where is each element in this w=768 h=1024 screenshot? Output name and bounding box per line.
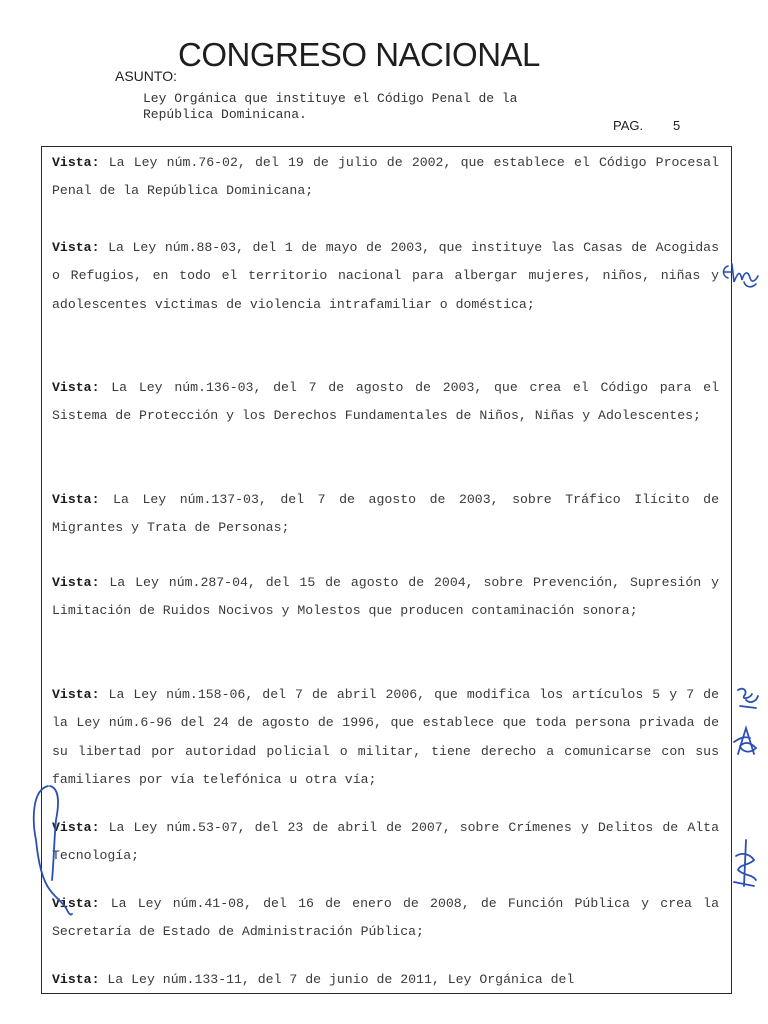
vista-text: La Ley núm.53-07, del 23 de abril de 2007, sobre Crímenes y Delitos de Alta Tecnología; [52, 820, 719, 864]
vista-paragraph [52, 569, 719, 626]
vista-text: La Ley núm.41-08, del 16 de enero de 2008, de Función Pública y crea la Secretaría de Estado de Administración Pública; [52, 896, 719, 940]
handwritten-margin-mark [26, 780, 86, 920]
vista-text: La Ley núm.158-06, del 7 de abril 2006, que modifica los artículos 5 y 7 de la Ley núm.6-96 del 24 de agosto de 1996, que establece que toda persona privada de su libertad por autoridad policial o militar, tiene derecho a comunicarse con sus familiares por vía telefónica u otra vía; [52, 687, 719, 787]
page-label: PAG. [613, 118, 644, 133]
subject-line: República Dominicana. [143, 107, 307, 122]
vista-paragraph [52, 149, 719, 206]
vista-keyword: Vista: [52, 155, 100, 170]
vista-keyword: Vista: [52, 492, 100, 507]
vista-keyword: Vista: [52, 896, 100, 911]
vista-paragraph [52, 814, 719, 871]
vista-text: La Ley núm.88-03, del 1 de mayo de 2003, que instituye las Casas de Acogidas o Refugios, en todo el territorio nacional para albergar mujeres, niños, niñas y adolescentes victimas de violencia intrafamiliar o doméstica; [52, 240, 719, 312]
vista-text: La Ley núm.137-03, del 7 de agosto de 2003, sobre Tráfico Ilícito de Migrantes y Trata de Personas; [52, 492, 719, 536]
page-number: 5 [673, 118, 681, 133]
vista-text: La Ley núm.287-04, del 15 de agosto de 2004, sobre Prevención, Supresión y Limitación de Ruidos Nocivos y Molestos que producen contaminación sonora; [52, 575, 719, 619]
handwritten-initial-mark [730, 722, 764, 762]
subject-line: Ley Orgánica que instituye el Código Penal de la [143, 91, 518, 106]
vista-paragraph [52, 374, 719, 431]
vista-paragraph [52, 234, 719, 319]
handwritten-initial-mark [718, 258, 762, 294]
vista-paragraph [52, 681, 719, 794]
vista-keyword: Vista: [52, 575, 100, 590]
vista-keyword: Vista: [52, 820, 100, 835]
vista-text: La Ley núm.76-02, del 19 de julio de 2002, que establece el Código Procesal Penal de la República Dominicana; [52, 155, 719, 199]
vista-text: La Ley núm.133-11, del 7 de junio de 2011, Ley Orgánica del [99, 972, 575, 987]
vista-text: La Ley núm.136-03, del 7 de agosto de 2003, que crea el Código para el Sistema de Protección y los Derechos Fundamentales de Niños, Niñas y Adolescentes; [52, 380, 719, 424]
vista-paragraph [52, 966, 719, 994]
vista-paragraph [52, 890, 719, 947]
vista-paragraph [52, 486, 719, 543]
vista-keyword: Vista: [52, 380, 100, 395]
handwritten-initial-mark [732, 682, 764, 712]
subject-text [143, 91, 517, 123]
handwritten-initial-mark [728, 836, 764, 892]
vista-keyword: Vista: [52, 240, 100, 255]
page-title: CONGRESO NACIONAL [178, 36, 540, 73]
vista-keyword: Vista: [52, 972, 100, 987]
vista-keyword: Vista: [52, 687, 100, 702]
asunto-label: ASUNTO: [115, 68, 177, 84]
